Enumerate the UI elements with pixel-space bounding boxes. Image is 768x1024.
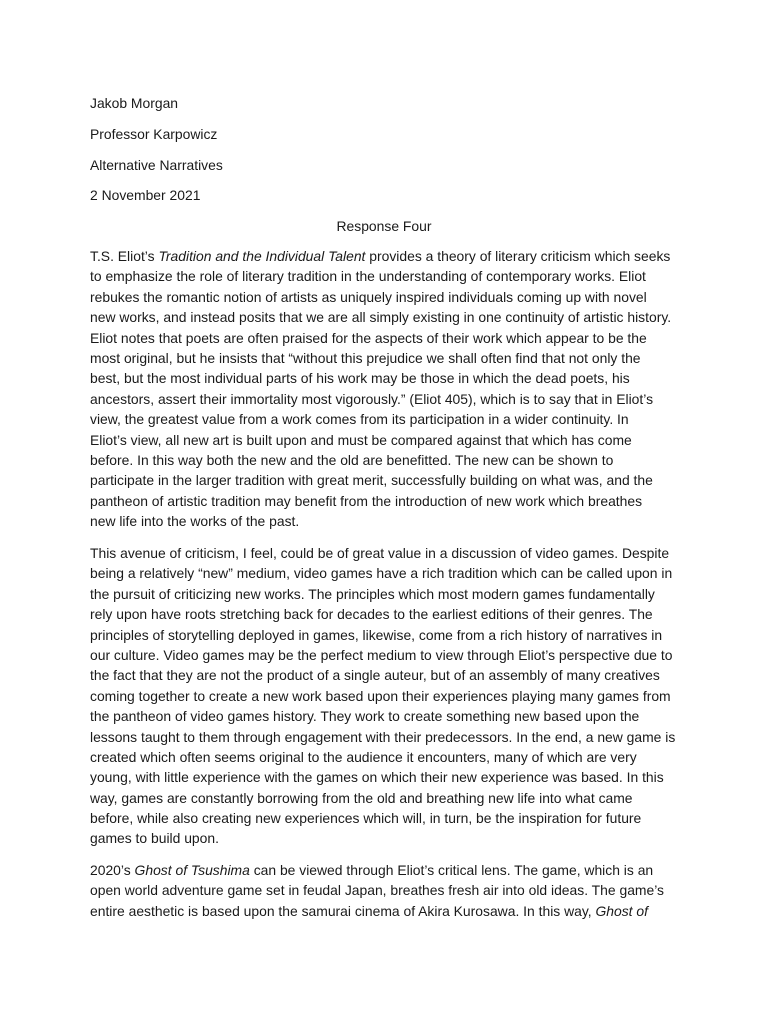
text-line-content [90, 409, 629, 429]
text-line-content [90, 706, 639, 726]
text-line-content [90, 584, 655, 604]
text-run: can be viewed through Eliot’s critical lens. The game, which is an [249, 862, 654, 878]
instructor-name: Professor Karpowicz [90, 126, 218, 142]
text-line-content [90, 747, 637, 767]
text-line [90, 511, 680, 531]
text-line-content [90, 880, 664, 900]
text-line [90, 266, 680, 286]
text-run: T.S. Eliot’s [90, 248, 159, 264]
text-line-content [90, 543, 669, 563]
text-line-content [90, 604, 653, 624]
text-run: before, while also creating new experiences which will, in turn, be the inspiration for future [90, 810, 642, 827]
text-line [90, 368, 680, 388]
paragraph [90, 543, 680, 849]
italic-title-text: Ghost of Tsushima [134, 862, 250, 878]
text-line [90, 665, 680, 685]
text-line-content [90, 860, 653, 880]
text-line [90, 584, 680, 604]
text-line-content [90, 348, 641, 368]
italic-title-text: Ghost of [595, 902, 648, 919]
text-run: Eliot’s view, all new art is built upon and must be compared against that which has come [90, 431, 632, 448]
text-line-content [90, 307, 671, 327]
text-line [90, 430, 680, 450]
text-line [90, 543, 680, 563]
text-line-content [90, 645, 672, 665]
text-line-content [90, 625, 662, 645]
text-line-content [90, 450, 613, 470]
text-run: created which often seems original to the audience it encounters, many of which are very [90, 748, 637, 765]
document-title: Response Four [336, 218, 432, 234]
text-line [90, 307, 680, 327]
text-line-content [90, 828, 219, 848]
text-run: rebukes the romantic notion of artists as uniquely inspired individuals coming up with novel [90, 288, 647, 305]
text-run: pantheon of artistic tradition may benefit from the introduction of new work which breathes [90, 492, 643, 509]
text-line [90, 747, 680, 767]
text-line [90, 706, 680, 726]
text-run: Eliot notes that poets are often praised for the aspects of their work which appear to be the [90, 329, 647, 346]
text-line [90, 328, 680, 348]
text-run: to emphasize the role of literary tradition in the understanding of contemporary works. Eliot [90, 268, 646, 285]
text-run: way, games are constantly borrowing from the old and breathing new life into what came [90, 789, 633, 806]
text-line [90, 409, 680, 429]
paragraph [90, 860, 680, 921]
text-line [90, 491, 680, 511]
text-run: 2020’s [90, 862, 135, 878]
text-run: This avenue of criticism, I feel, could be of great value in a discussion of video games. Despite [90, 545, 670, 561]
text-line-content [90, 430, 632, 450]
text-run: new works, and instead posits that we are all simply existing in one continuity of artistic history. [90, 309, 672, 326]
text-line-content [90, 328, 647, 348]
text-line [90, 727, 680, 747]
text-line-content [90, 246, 670, 266]
text-line [90, 625, 680, 645]
text-run: coming together to create a new work based upon their experiences playing many games from [90, 687, 671, 704]
text-line [90, 788, 680, 808]
text-line-content [90, 368, 630, 388]
italic-title-text: Tradition and the Individual Talent [158, 248, 366, 264]
text-run: best, but the most individual parts of his work may be those in which the dead poets, his [90, 370, 630, 387]
text-line [90, 604, 680, 624]
text-line-content [90, 491, 642, 511]
text-run: the pantheon of video games history. They work to create something new based upon the [90, 708, 640, 725]
course-name: Alternative Narratives [90, 157, 223, 173]
text-run: before. In this way both the new and the old are benefitted. The new can be shown to [90, 451, 614, 468]
text-run: new life into the works of the past. [90, 513, 300, 530]
author-name: Jakob Morgan [90, 95, 179, 111]
text-line-content [90, 266, 646, 286]
text-line [90, 767, 680, 787]
paragraph [90, 246, 680, 531]
text-line-content [90, 727, 675, 747]
text-line [90, 828, 680, 848]
text-line-content [90, 788, 633, 808]
document-date: 2 November 2021 [90, 187, 201, 203]
text-run: ancestors, assert their immortality most vigorously.” (Eliot 405), which is to say that in Eliot’s [90, 390, 654, 407]
text-line [90, 450, 680, 470]
text-run: rely upon have roots stretching back for decades to the earliest editions of their genres. The [90, 606, 653, 623]
text-line-content [90, 808, 641, 828]
text-line [90, 470, 680, 490]
text-line-content [90, 389, 653, 409]
text-run: participate in the larger tradition with great merit, successfully building on what was, and the [90, 472, 653, 489]
text-run: games to build upon. [90, 830, 219, 847]
text-line [90, 287, 680, 307]
text-run: view, the greatest value from a work comes from its participation in a wider continuity. In [90, 411, 629, 428]
text-line-content [90, 901, 648, 921]
text-line [90, 808, 680, 828]
text-line [90, 563, 680, 583]
text-run: our culture. Video games may be the perfect medium to view through Eliot’s perspective due to [90, 646, 673, 663]
text-line [90, 860, 680, 880]
text-run: most original, but he insists that “without this prejudice we shall often find that not only the [90, 349, 641, 366]
text-line [90, 880, 680, 900]
text-run: being a relatively “new” medium, video games have a rich tradition which can be called upon in [90, 565, 673, 582]
text-line [90, 246, 680, 266]
text-line-content [90, 767, 664, 787]
text-line-content [90, 563, 672, 583]
text-line-content [90, 511, 299, 531]
text-line-content [90, 686, 671, 706]
text-run: the fact that they are not the product of a single auteur, but of an assembly of many creatives [90, 667, 660, 684]
text-line [90, 686, 680, 706]
text-run: the pursuit of criticizing new works. The principles which most modern games fundamentally [90, 585, 655, 602]
text-run: provides a theory of literary criticism which seeks [365, 248, 671, 264]
text-run: open world adventure game set in feudal Japan, breathes fresh air into old ideas. The game’s [90, 882, 664, 899]
text-run: young, with little experience with the games on which their new experience was based. In this [90, 769, 664, 786]
text-line [90, 645, 680, 665]
text-line [90, 901, 680, 921]
text-run: entire aesthetic is based upon the samurai cinema of Akira Kurosawa. In this way, [90, 902, 596, 919]
text-run: principles of storytelling deployed in games, likewise, come from a rich history of narratives in [90, 626, 663, 643]
text-line-content [90, 665, 660, 685]
text-run: lessons taught to them through engagement with their predecessors. In the end, a new game is [90, 728, 676, 745]
text-line-content [90, 287, 647, 307]
text-line [90, 389, 680, 409]
text-line [90, 348, 680, 368]
text-line-content [90, 470, 653, 490]
